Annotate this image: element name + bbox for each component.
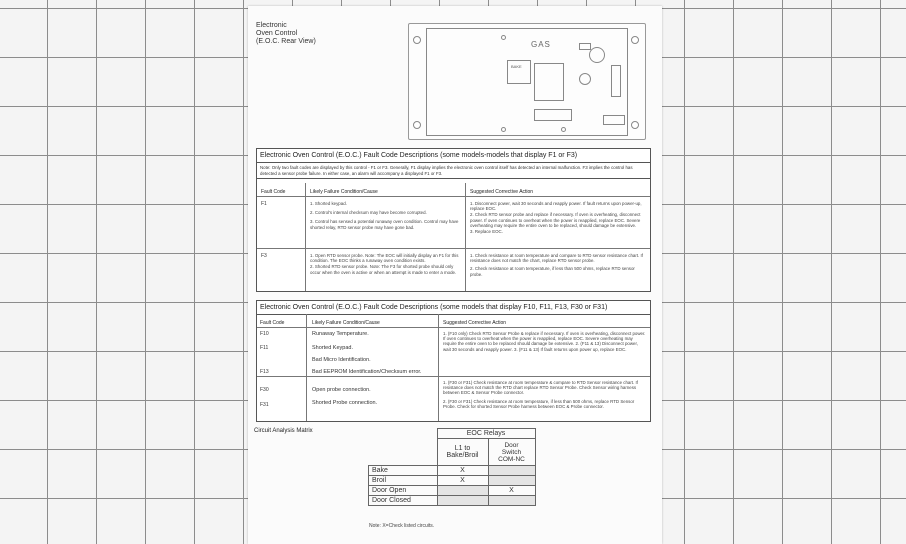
f1-actions: 1. Disconnect power, wait 30 seconds and reapply power. If fault returns upon power-up, replace EOC. 2. Check RTD sensor probe and replace if necessary. If oven is overheating, disconnect power. If oven continues to overheat when the power is reapplied, replace EOC. Severe overheating may require the entire oven to be replaced, should damage be extensive. 3. Replace EOC. bbox=[470, 201, 642, 235]
col-header-cause: Likely Failure Condition/Cause bbox=[312, 320, 380, 326]
divider bbox=[438, 314, 439, 421]
control-board-diagram bbox=[408, 23, 646, 140]
fault-code-f3: F3 bbox=[261, 253, 267, 259]
screw-icon bbox=[561, 127, 566, 132]
connector-box bbox=[603, 115, 625, 125]
table1-note: Note: Only two fault codes are displayed by this control - F1 or F3. Generally, F1 display implies the electronic oven control itself has detected an internal malfunction. F3 implies the control has detected a sensor probe failure. In either case, an alarm will accompany a displayed F1 or F3. bbox=[257, 163, 650, 179]
col-header-fault-code: Fault Code bbox=[260, 320, 285, 326]
matrix-row-broil: Broil X bbox=[369, 476, 536, 486]
divider bbox=[257, 327, 650, 328]
group2-actions: 1. (F30 or F31) Check resistance at room temperature & compare to RTD Sensor resistance chart. If resistance does not match the RTD chart replace RTD Sensor Probe. Check Sensor wiring harness between EOC & Sensor Probe connector. 2. (F30 or F31) Check resistance at room temperature, if less than 500 ohms, replace RTD Sensor Probe. Check for shorted Sensor Probe harness between EOC & Probe connector. bbox=[443, 380, 638, 409]
mount-hole-icon bbox=[413, 121, 421, 129]
mount-hole-icon bbox=[631, 36, 639, 44]
fault-code-f13: F13 bbox=[260, 369, 269, 375]
matrix-col-door-switch: Door Switch COM-NC bbox=[488, 439, 535, 466]
capacitor-icon bbox=[589, 47, 605, 63]
terminal-block bbox=[534, 109, 572, 121]
divider bbox=[306, 314, 307, 421]
doc-title: Electronic Oven Control (E.O.C. Rear View) bbox=[256, 22, 316, 45]
divider bbox=[305, 183, 306, 291]
fault-code-f1: F1 bbox=[261, 201, 267, 207]
cause-open-probe: Open probe connection. bbox=[312, 387, 371, 393]
cause-shorted-keypad: Shorted Keypad. bbox=[312, 345, 353, 351]
mount-hole-icon bbox=[413, 36, 421, 44]
fault-code-f10: F10 bbox=[260, 331, 269, 337]
matrix-note: Note: X=Check listed circuits. bbox=[369, 523, 435, 529]
fault-code-table-f1-f3 bbox=[256, 148, 651, 292]
capacitor-icon bbox=[579, 73, 591, 85]
fault-code-f11: F11 bbox=[260, 345, 269, 351]
matrix-row-door-open: Door Open X bbox=[369, 486, 536, 496]
connector-box bbox=[579, 43, 591, 50]
group1-action: 1. (F10 only) Check RTD Sensor Probe & replace if necessary. If oven is overheating, disconnect power. If oven continues to overheat when the power is reapplied, replace EOC. Severe overheating may require the entire oven to be replaced should damage be extensive. 2. (F11 & 13) Disconnect power, wait 30 seconds and reapply power. 3. (F11 & 13) If fault returns upon power up, replace EOC. bbox=[443, 331, 646, 352]
matrix-col-l1-bake-broil: L1 to Bake/Broil bbox=[437, 439, 488, 466]
divider bbox=[257, 376, 650, 377]
document-sheet bbox=[248, 6, 662, 544]
matrix-row-door-closed: Door Closed bbox=[369, 496, 536, 506]
board-outline bbox=[426, 28, 628, 136]
matrix-group-header: EOC Relays bbox=[437, 429, 535, 439]
cause-bad-micro: Bad Micro Identification. bbox=[312, 357, 371, 363]
screw-icon bbox=[501, 35, 506, 40]
chip-box bbox=[534, 63, 564, 101]
fault-code-table-f10-f31 bbox=[256, 300, 651, 422]
f1-causes: 1. Shorted keypad. 2. Control's internal checksum may have become corrupted. 3. Control has sensed a potential runaway oven condition. Control may have shorted relay, RTD sensor probe may have gone bad. bbox=[310, 201, 459, 230]
col-header-action: Suggested Corrective Action bbox=[470, 189, 534, 195]
bake-label: BAKE bbox=[511, 64, 522, 69]
divider bbox=[465, 183, 466, 291]
f3-causes: 1. Open RTD sensor probe. Note: The EOC will initially display an F1 for this condition. The EOC thinks a runaway oven condition exists. 2. Shorted RTD sensor probe. Note: The F3 for shorted probe should only occur when the oven is active or when an attempt is made to enter a mode. bbox=[310, 253, 459, 275]
fault-code-f30: F30 bbox=[260, 387, 269, 393]
circuit-analysis-matrix bbox=[368, 428, 536, 506]
table1-title: Electronic Oven Control (E.O.C.) Fault Code Descriptions (some models-models that display F1 or F3) bbox=[257, 149, 650, 163]
matrix-row-bake: Bake X bbox=[369, 466, 536, 476]
cause-bad-eeprom: Bad EEPROM Identification/Checksum error. bbox=[312, 369, 422, 375]
screw-icon bbox=[501, 127, 506, 132]
cause-shorted-probe: Shorted Probe connection. bbox=[312, 400, 378, 406]
divider bbox=[257, 196, 650, 197]
connector-strip bbox=[611, 65, 621, 97]
gas-label: GAS bbox=[531, 40, 551, 49]
f3-actions: 1. Check resistance at room temperature and compare to RTD sensor resistance chart. If resistance does not match the chart, replace RTD sensor probe. 2. Check resistance at room temperature, if less than 500 ohms, replace RTD sensor probe. bbox=[470, 253, 643, 277]
col-header-fault-code: Fault Code bbox=[261, 189, 286, 195]
divider bbox=[257, 248, 650, 249]
mount-hole-icon bbox=[631, 121, 639, 129]
col-header-cause: Likely Failure Condition/Cause bbox=[310, 189, 378, 195]
col-header-action: Suggested Corrective Action bbox=[443, 320, 507, 326]
fault-code-f31: F31 bbox=[260, 402, 269, 408]
cause-runaway: Runaway Temperature. bbox=[312, 331, 369, 337]
table2-title: Electronic Oven Control (E.O.C.) Fault Code Descriptions (some models that display F10, F11, F13, F30 or F31) bbox=[257, 301, 650, 315]
matrix-title: Circuit Analysis Matrix bbox=[254, 428, 313, 434]
